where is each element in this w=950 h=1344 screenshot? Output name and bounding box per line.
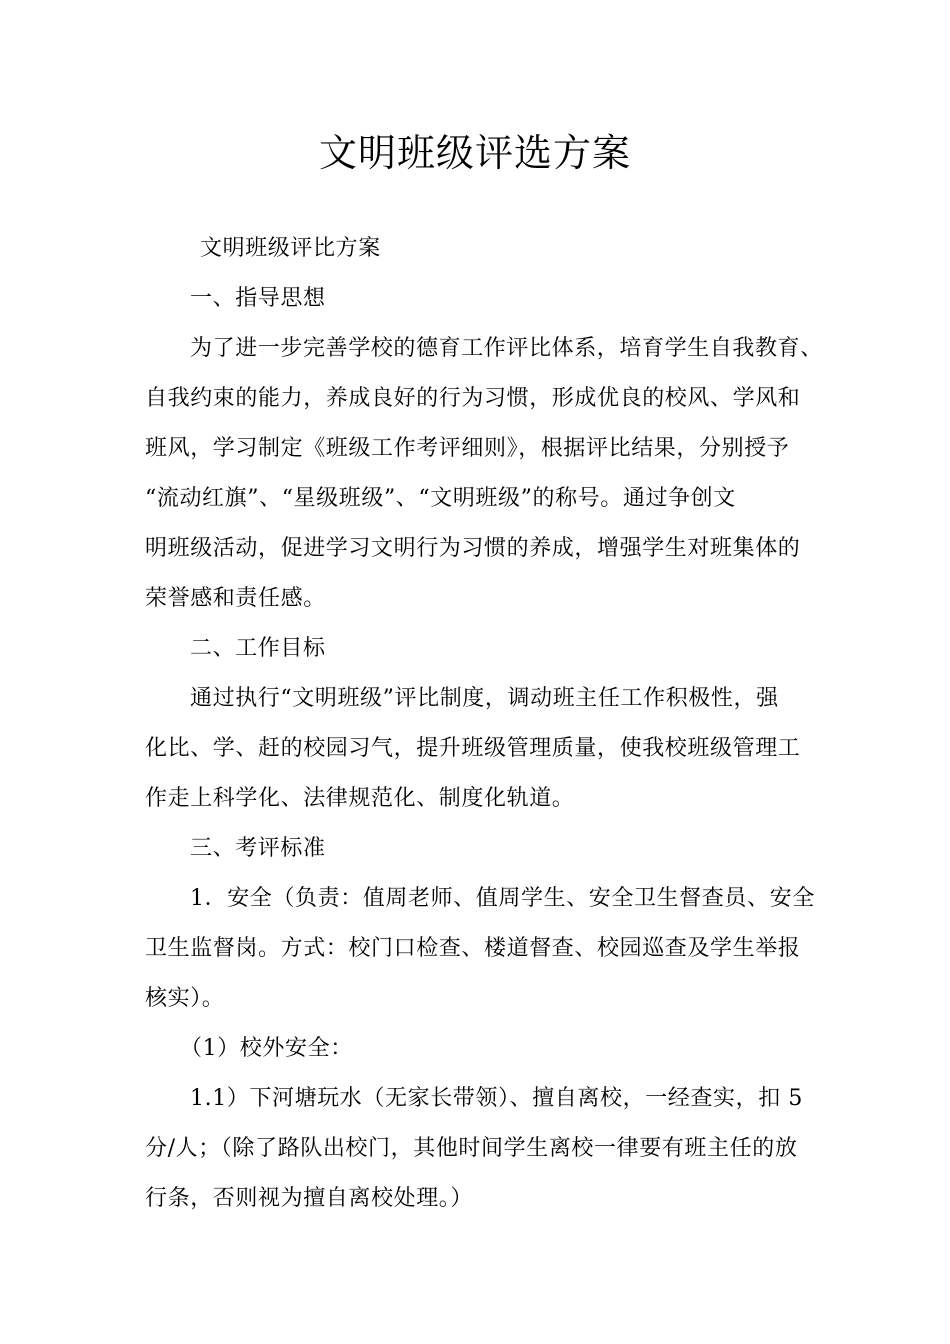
paragraph-line: 行条，否则视为擅自离校处理。） [145,1186,474,1211]
paragraph-line: “流动红旗”、“星级班级”、“文明班级”的称号。通过争创文 [145,486,736,511]
section-heading-2: 二、工作目标 [190,636,326,661]
document-title: 文明班级评选方案 [318,131,631,175]
paragraph-line: 卫生监督岗。方式：校门口检查、楼道督查、校园巡查及学生举报 [145,936,801,961]
section-heading-1: 一、指导思想 [190,286,326,311]
paragraph-line: 1．安全（负责：值周老师、值周学生、安全卫生督查员、安全 [190,886,815,911]
paragraph-line: 通过执行“文明班级”评比制度，调动班主任工作积极性，强 [190,686,779,711]
subheading-line: （1）校外安全： [180,1036,353,1061]
subtitle-line: 文明班级评比方案 [200,236,381,261]
paragraph-line: 1.1）下河塘玩水（无家长带领）、擅自离校，一经查实，扣 5 [190,1086,803,1111]
paragraph-line: 化比、学、赶的校园习气，提升班级管理质量，使我校班级管理工 [145,736,801,761]
paragraph-line: 班风，学习制定《班级工作考评细则》，根据评比结果，分别授予 [145,436,790,461]
paragraph-line: 自我约束的能力，养成良好的行为习惯，形成优良的校风、学风和 [145,386,801,411]
section-heading-3: 三、考评标准 [190,836,326,861]
paragraph-line: 核实）。 [145,986,225,1011]
paragraph-line: 分/人；（除了路队出校门，其他时间学生离校一律要有班主任的放 [145,1136,798,1161]
paragraph-line: 作走上科学化、法律规范化、制度化轨道。 [145,786,575,811]
paragraph-line: 明班级活动，促进学习文明行为习惯的养成，增强学生对班集体的 [145,536,801,561]
paragraph-line: 为了进一步完善学校的德育工作评比体系，培育学生自我教育、 [190,336,823,361]
paragraph-line: 荣誉感和责任感。 [145,586,326,611]
